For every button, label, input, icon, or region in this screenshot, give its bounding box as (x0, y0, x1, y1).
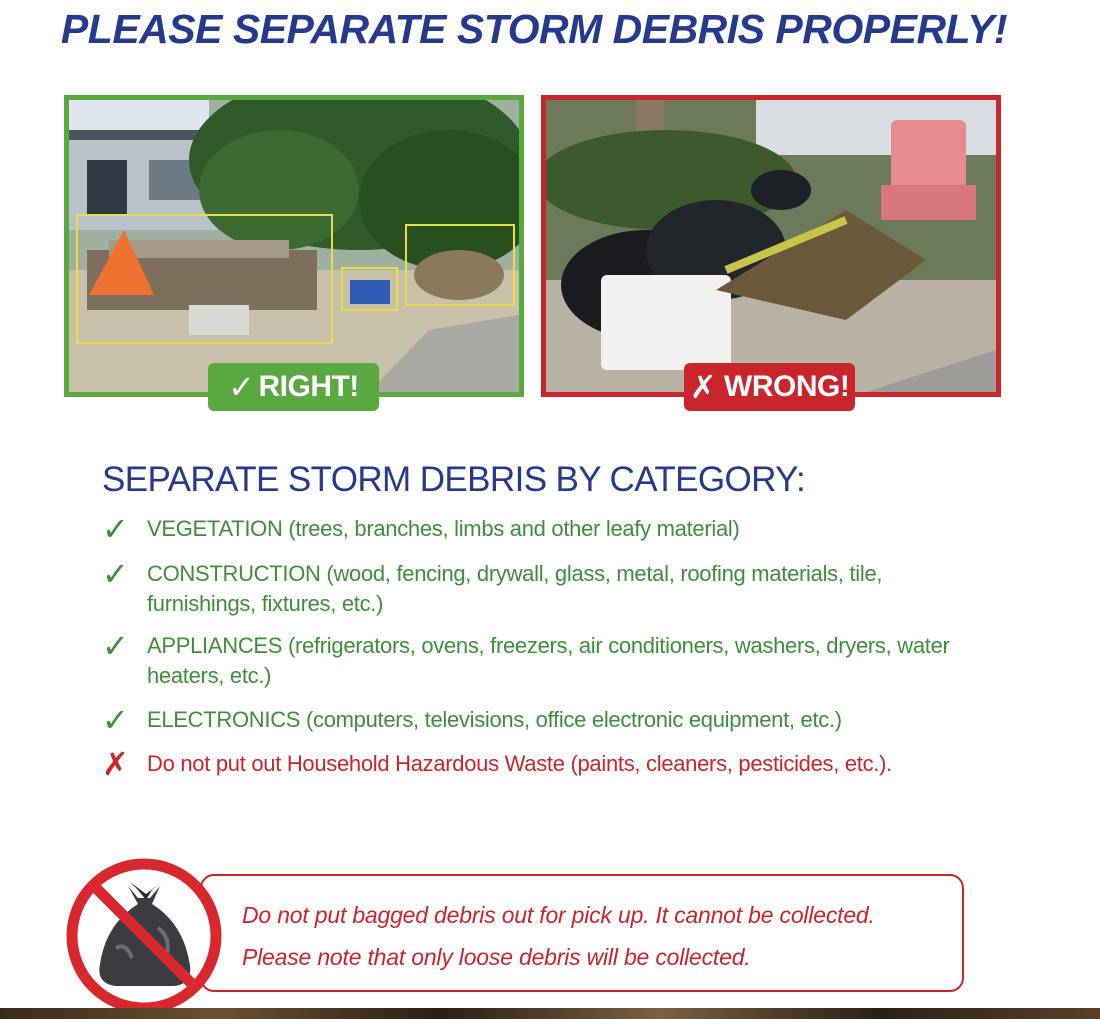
section-heading: SEPARATE STORM DEBRIS BY CATEGORY: (102, 460, 806, 499)
no-bags-icon (66, 858, 222, 1014)
list-item-construction (102, 556, 982, 619)
list-item-text: CONSTRUCTION (wood, fencing, drywall, glass, metal, roofing materials, tile, furnishings, fixtures, etc.) (147, 561, 883, 616)
bottom-edge-strip (0, 1008, 1100, 1019)
right-example-illustration (69, 100, 519, 392)
list-item-appliances (102, 628, 982, 691)
list-item-electronics (102, 702, 982, 738)
check-icon: ✓ (102, 702, 129, 738)
photo-wrong-example (541, 95, 1001, 397)
page-title: PLEASE SEPARATE STORM DEBRIS PROPERLY! (60, 6, 1008, 52)
check-icon: ✓ (102, 556, 129, 592)
photo-right-example (64, 95, 524, 397)
cross-icon: ✗ (102, 746, 129, 782)
list-item-vegetation (102, 511, 982, 547)
wrong-example-illustration (546, 100, 996, 392)
list-item-hazardous (102, 746, 982, 782)
check-icon: ✓ (102, 628, 129, 664)
list-item-text: Do not put out Household Hazardous Waste (paints, cleaners, pesticides, etc.). (147, 751, 892, 776)
note-line-2: Please note that only loose debris will be collected. (242, 944, 751, 970)
right-badge (208, 363, 379, 411)
right-badge-label: RIGHT! (258, 370, 359, 403)
bagged-debris-note (242, 894, 875, 978)
wrong-badge (684, 363, 855, 411)
note-line-1: Do not put bagged debris out for pick up. It cannot be collected. (242, 902, 875, 928)
cross-icon: ✗ (689, 369, 716, 405)
list-item-text: APPLIANCES (refrigerators, ovens, freezers, air conditioners, washers, dryers, water heaters, etc.) (147, 633, 950, 688)
check-icon: ✓ (102, 511, 129, 547)
list-item-text: VEGETATION (trees, branches, limbs and other leafy material) (147, 516, 740, 541)
wrong-badge-label: WRONG! (724, 370, 850, 403)
check-icon: ✓ (228, 369, 255, 405)
list-item-text: ELECTRONICS (computers, televisions, office electronic equipment, etc.) (147, 707, 842, 732)
